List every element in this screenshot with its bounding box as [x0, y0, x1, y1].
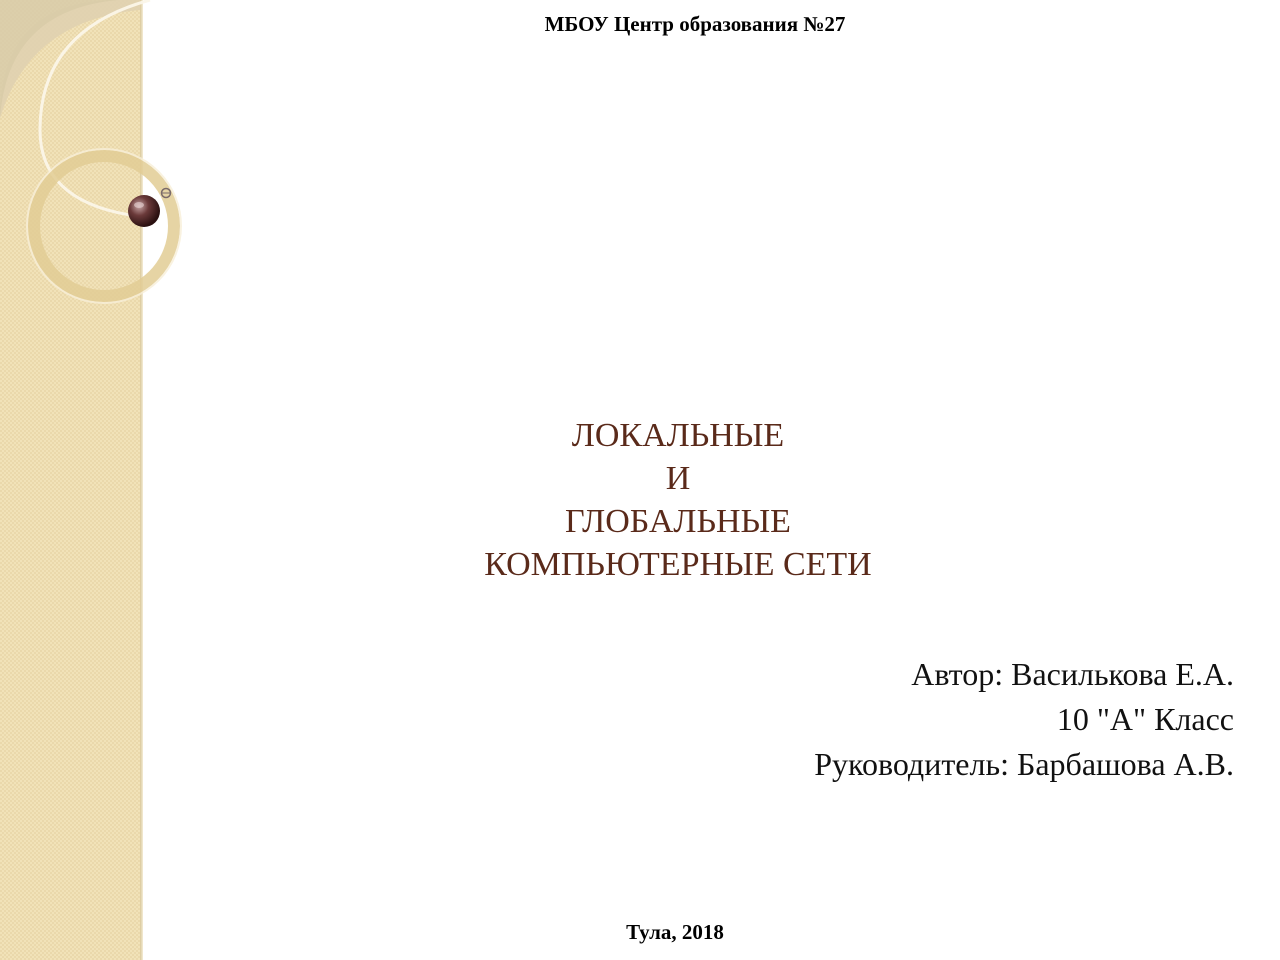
- title-line: КОМПЬЮТЕРНЫЕ СЕТИ: [484, 546, 872, 583]
- class-line: 10 "А" Класс: [1056, 701, 1234, 737]
- title-line: И: [665, 460, 691, 497]
- supervisor-line: Руководитель: Барбашова А.В.: [814, 746, 1234, 782]
- organization-header: МБОУ Центр образования №27: [544, 12, 846, 36]
- title-line: ГЛОБАЛЬНЫЕ: [565, 503, 791, 540]
- ring-ornament-icon: [0, 0, 200, 320]
- slide-title: [378, 414, 978, 586]
- author-line: Автор: Василькова Е.А.: [911, 656, 1234, 692]
- title-line: ЛОКАЛЬНЫЕ: [571, 417, 785, 454]
- city-year-footer: Тула, 2018: [626, 920, 724, 944]
- author-info: [434, 652, 1234, 787]
